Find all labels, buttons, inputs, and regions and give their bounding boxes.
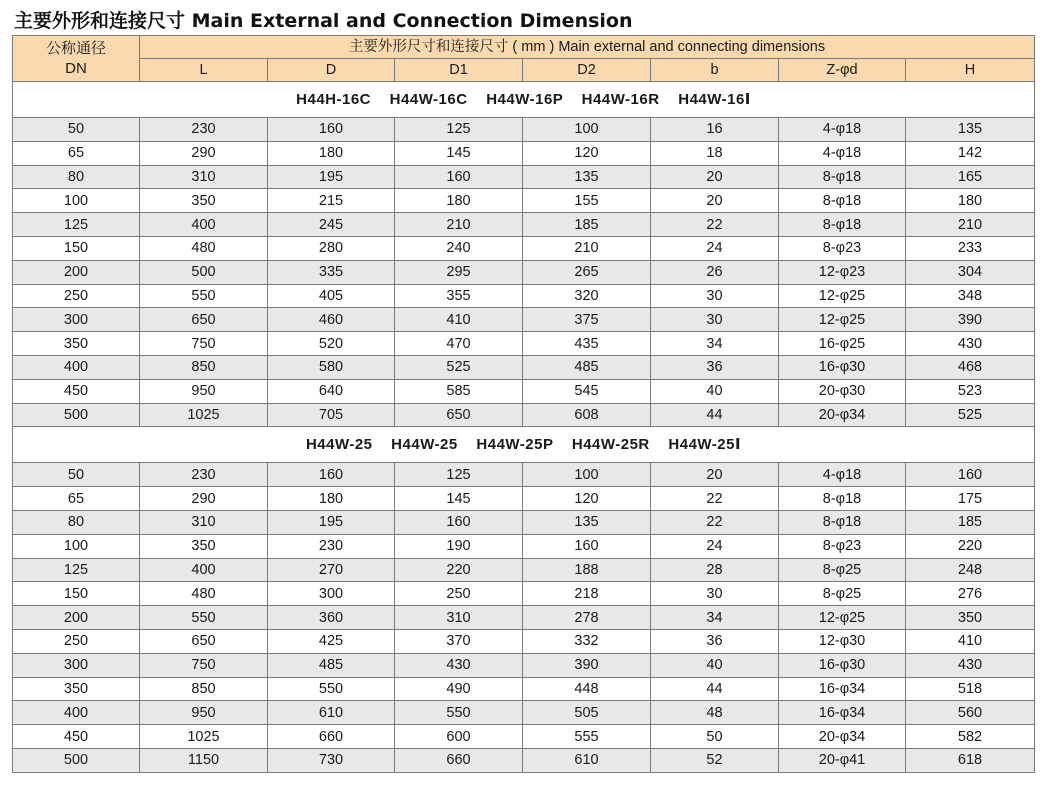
table-cell: 220 [395,558,523,582]
table-cell: 210 [523,236,651,260]
table-cell: 195 [268,510,395,534]
table-cell: 185 [523,213,651,237]
table-cell: 160 [523,534,651,558]
dn-cell: 300 [13,308,140,332]
table-cell: 30 [651,284,779,308]
table-cell: 20-φ34 [779,403,906,427]
table-cell: 145 [395,141,523,165]
dimensions-group-header: 主要外形尺寸和连接尺寸 ( mm ) Main external and connecting dimensions [140,36,1035,59]
table-cell: 500 [140,260,268,284]
table-cell: 585 [395,379,523,403]
table-cell: 950 [140,379,268,403]
table-cell: 360 [268,606,395,630]
table-cell: 290 [140,141,268,165]
table-row [13,653,1035,677]
dn-label: DN [65,59,87,77]
table-cell: 8-φ23 [779,236,906,260]
dn-cell: 65 [13,487,140,511]
table-cell: 705 [268,403,395,427]
table-cell: 180 [268,141,395,165]
table-cell: 480 [140,582,268,606]
table-cell: 16-φ34 [779,677,906,701]
dn-cell: 50 [13,463,140,487]
table-cell: 125 [395,463,523,487]
dn-cell: 400 [13,701,140,725]
table-cell: 8-φ18 [779,189,906,213]
table-cell: 8-φ23 [779,534,906,558]
table-cell: 40 [651,379,779,403]
table-cell: 210 [906,213,1035,237]
model-list: H44W-25 H44W-25 H44W-25P H44W-25R H44W-25Ⅰ [13,427,1035,463]
table-cell: 350 [140,189,268,213]
table-cell: 233 [906,236,1035,260]
table-cell: 160 [268,463,395,487]
table-cell: 525 [395,355,523,379]
table-cell: 230 [140,118,268,142]
table-cell: 1025 [140,403,268,427]
table-cell: 250 [395,582,523,606]
table-cell: 135 [523,510,651,534]
table-cell: 20-φ41 [779,748,906,772]
table-cell: 335 [268,260,395,284]
table-cell: 12-φ23 [779,260,906,284]
table-row [13,308,1035,332]
column-header: H [906,59,1035,82]
table-cell: 160 [395,510,523,534]
page-title: 主要外形和连接尺寸 Main External and Connection Dimension [14,10,633,32]
table-cell: 582 [906,725,1035,749]
table-row [13,534,1035,558]
table-cell: 375 [523,308,651,332]
table-cell: 24 [651,236,779,260]
table-cell: 120 [523,141,651,165]
column-header: b [651,59,779,82]
dn-cell: 300 [13,653,140,677]
dn-cell: 250 [13,629,140,653]
table-cell: 850 [140,355,268,379]
table-cell: 430 [395,653,523,677]
table-cell: 370 [395,629,523,653]
table-cell: 750 [140,653,268,677]
table-cell: 550 [140,606,268,630]
table-cell: 550 [140,284,268,308]
table-row [13,582,1035,606]
table-cell: 20 [651,165,779,189]
dn-cell: 450 [13,725,140,749]
table-cell: 190 [395,534,523,558]
table-cell: 240 [395,236,523,260]
table-row [13,510,1035,534]
table-cell: 248 [906,558,1035,582]
table-cell: 12-φ25 [779,284,906,308]
table-cell: 276 [906,582,1035,606]
table-cell: 400 [140,558,268,582]
dn-cell: 200 [13,606,140,630]
table-cell: 550 [395,701,523,725]
table-cell: 175 [906,487,1035,511]
table-cell: 30 [651,582,779,606]
table-cell: 44 [651,403,779,427]
table-cell: 460 [268,308,395,332]
table-cell: 518 [906,677,1035,701]
dn-cell: 125 [13,213,140,237]
table-cell: 20 [651,189,779,213]
table-row [13,284,1035,308]
table-cell: 8-φ18 [779,487,906,511]
table-cell: 8-φ18 [779,165,906,189]
table-cell: 610 [268,701,395,725]
table-cell: 16-φ30 [779,653,906,677]
table-row [13,487,1035,511]
table-cell: 16-φ34 [779,701,906,725]
table-cell: 295 [395,260,523,284]
table-cell: 4-φ18 [779,463,906,487]
table-cell: 160 [268,118,395,142]
table-cell: 468 [906,355,1035,379]
table-cell: 660 [268,725,395,749]
table-cell: 185 [906,510,1035,534]
table-row [13,260,1035,284]
table-cell: 950 [140,701,268,725]
table-cell: 220 [906,534,1035,558]
table-cell: 470 [395,332,523,356]
table-cell: 750 [140,332,268,356]
table-cell: 490 [395,677,523,701]
table-cell: 40 [651,653,779,677]
table-cell: 4-φ18 [779,141,906,165]
table-cell: 550 [268,677,395,701]
table-cell: 400 [140,213,268,237]
table-row [13,629,1035,653]
column-header: D [268,59,395,82]
table-row [13,355,1035,379]
table-cell: 218 [523,582,651,606]
table-row [13,403,1035,427]
dn-column-header [13,36,140,82]
table-cell: 4-φ18 [779,118,906,142]
table-cell: 20 [651,463,779,487]
table-cell: 100 [523,463,651,487]
table-cell: 8-φ18 [779,213,906,237]
table-cell: 1025 [140,725,268,749]
dn-cell: 500 [13,403,140,427]
table-cell: 22 [651,213,779,237]
table-cell: 135 [523,165,651,189]
table-cell: 850 [140,677,268,701]
dn-cell: 500 [13,748,140,772]
table-cell: 320 [523,284,651,308]
table-cell: 660 [395,748,523,772]
table-cell: 8-φ25 [779,558,906,582]
table-cell: 350 [906,606,1035,630]
table-cell: 355 [395,284,523,308]
table-cell: 230 [140,463,268,487]
table-cell: 410 [906,629,1035,653]
dn-cell: 125 [13,558,140,582]
dn-cell: 150 [13,582,140,606]
table-cell: 16-φ25 [779,332,906,356]
table-cell: 52 [651,748,779,772]
table-cell: 425 [268,629,395,653]
table-cell: 290 [140,487,268,511]
table-row [13,236,1035,260]
table-cell: 505 [523,701,651,725]
dn-cell: 200 [13,260,140,284]
table-cell: 165 [906,165,1035,189]
table-cell: 8-φ18 [779,510,906,534]
table-row [13,701,1035,725]
table-cell: 523 [906,379,1035,403]
table-cell: 30 [651,308,779,332]
table-cell: 12-φ25 [779,606,906,630]
table-cell: 650 [395,403,523,427]
dn-cell: 80 [13,165,140,189]
table-cell: 145 [395,487,523,511]
dimension-table [12,35,1035,773]
table-cell: 310 [140,510,268,534]
table-row [13,748,1035,772]
table-cell: 278 [523,606,651,630]
table-row [13,165,1035,189]
dn-cell: 100 [13,189,140,213]
table-cell: 8-φ25 [779,582,906,606]
table-cell: 34 [651,332,779,356]
table-cell: 270 [268,558,395,582]
table-cell: 50 [651,725,779,749]
table-cell: 608 [523,403,651,427]
table-cell: 435 [523,332,651,356]
table-cell: 48 [651,701,779,725]
table-cell: 125 [395,118,523,142]
table-row [13,189,1035,213]
table-cell: 448 [523,677,651,701]
dn-cell: 250 [13,284,140,308]
table-cell: 332 [523,629,651,653]
table-cell: 180 [395,189,523,213]
table-row [13,213,1035,237]
table-cell: 28 [651,558,779,582]
table-cell: 480 [140,236,268,260]
table-row [13,118,1035,142]
dn-cell: 80 [13,510,140,534]
table-cell: 230 [268,534,395,558]
table-cell: 310 [140,165,268,189]
table-cell: 1150 [140,748,268,772]
table-cell: 22 [651,487,779,511]
table-cell: 195 [268,165,395,189]
table-cell: 560 [906,701,1035,725]
table-cell: 20-φ34 [779,725,906,749]
table-cell: 180 [906,189,1035,213]
table-row [13,463,1035,487]
dn-cell: 150 [13,236,140,260]
table-cell: 36 [651,355,779,379]
table-cell: 180 [268,487,395,511]
table-cell: 12-φ30 [779,629,906,653]
table-cell: 405 [268,284,395,308]
model-row [13,82,1035,118]
dn-cell: 450 [13,379,140,403]
dn-label-cn: 公称通径 [45,39,106,57]
table-row [13,677,1035,701]
dn-cell: 350 [13,332,140,356]
table-cell: 280 [268,236,395,260]
table-cell: 525 [906,403,1035,427]
table-cell: 600 [395,725,523,749]
table-cell: 640 [268,379,395,403]
dn-cell: 100 [13,534,140,558]
column-header: D1 [395,59,523,82]
table-cell: 155 [523,189,651,213]
table-cell: 210 [395,213,523,237]
table-cell: 16 [651,118,779,142]
table-cell: 390 [523,653,651,677]
dn-cell: 65 [13,141,140,165]
table-cell: 730 [268,748,395,772]
table-row [13,606,1035,630]
table-cell: 215 [268,189,395,213]
table-cell: 610 [523,748,651,772]
table-cell: 36 [651,629,779,653]
table-cell: 350 [140,534,268,558]
table-row [13,332,1035,356]
table-cell: 430 [906,332,1035,356]
table-cell: 304 [906,260,1035,284]
table-cell: 24 [651,534,779,558]
table-cell: 265 [523,260,651,284]
table-cell: 485 [523,355,651,379]
table-cell: 22 [651,510,779,534]
table-cell: 300 [268,582,395,606]
dn-cell: 350 [13,677,140,701]
table-cell: 545 [523,379,651,403]
table-cell: 430 [906,653,1035,677]
table-row [13,725,1035,749]
table-cell: 520 [268,332,395,356]
table-cell: 650 [140,629,268,653]
model-row [13,427,1035,463]
table-cell: 160 [395,165,523,189]
table-row [13,141,1035,165]
table-cell: 20-φ30 [779,379,906,403]
table-cell: 100 [523,118,651,142]
table-cell: 310 [395,606,523,630]
table-cell: 34 [651,606,779,630]
table-cell: 142 [906,141,1035,165]
table-cell: 580 [268,355,395,379]
table-cell: 485 [268,653,395,677]
table-cell: 135 [906,118,1035,142]
table-cell: 410 [395,308,523,332]
table-cell: 160 [906,463,1035,487]
table-cell: 18 [651,141,779,165]
table-cell: 12-φ25 [779,308,906,332]
table-cell: 44 [651,677,779,701]
model-list: H44H-16C H44W-16C H44W-16P H44W-16R H44W-16Ⅰ [13,82,1035,118]
table-cell: 188 [523,558,651,582]
table-cell: 650 [140,308,268,332]
table-cell: 26 [651,260,779,284]
table-cell: 555 [523,725,651,749]
table-cell: 16-φ30 [779,355,906,379]
table-row [13,379,1035,403]
column-header: L [140,59,268,82]
dn-cell: 50 [13,118,140,142]
table-row [13,558,1035,582]
table-cell: 618 [906,748,1035,772]
table-cell: 390 [906,308,1035,332]
column-header: D2 [523,59,651,82]
table-cell: 120 [523,487,651,511]
table-cell: 245 [268,213,395,237]
column-header: Z-φd [779,59,906,82]
dn-cell: 400 [13,355,140,379]
table-cell: 348 [906,284,1035,308]
